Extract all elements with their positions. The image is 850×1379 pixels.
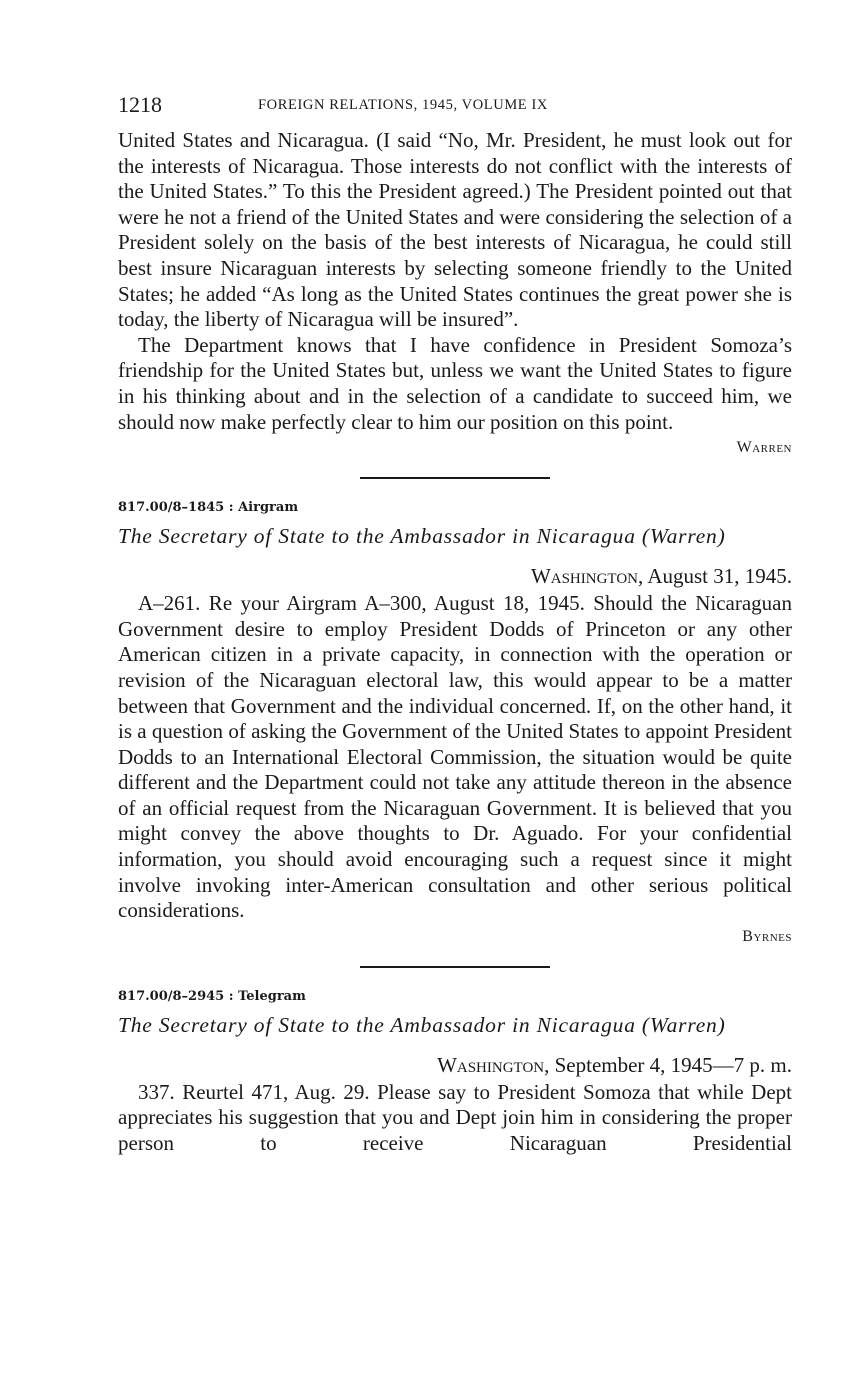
continuation-paragraph-1: United States and Nicaragua. (I said “No, Mr. President, he must look out for the interests of Nicaragua. Those interests do not conflict with the interests of the United States.” To this the President agreed.) The President pointed out that were he not a friend of the United States and were considering the selection of a President solely on the basis of the best interests of Nicaragua, he could still best insure Nicaraguan interests by selecting someone friendly to the United States; he added “As long as the United States continues the great power she is today, the liberty of Nicaragua will be insured”.: [118, 128, 792, 332]
continuation-paragraph-2: The Department knows that I have confidence in President Somoza’s friendship for the United States but, unless we want the United States to figure in his thinking about and in the selection of a candidate to succeed him, we should now make perfectly clear to him our position on this point.: [118, 332, 792, 434]
signature-byrnes: Byrnes: [742, 927, 792, 945]
dateline-date: September 4, 1945—7 p. m.: [549, 1052, 792, 1077]
dateline-airgram: [118, 563, 792, 589]
document-page: [118, 92, 792, 1157]
page-number: 1218: [118, 92, 162, 117]
file-reference-telegram: 817.00/8–2945 : Telegram: [118, 988, 306, 1004]
airgram-body: A–261. Re your Airgram A–300, August 18, 1945. Should the Nicaraguan Government desire to employ President Dodds of Princeton or any other American citizen in a private capacity, in connection with the operation or revision of the Nicaraguan electoral law, this would appear to be a matter between that Government and the individual concerned. If, on the other hand, it is a question of asking the Government of the United States to appoint President Dodds to an International Electoral Commission, the situation would be quite different and the Department could not take any attitude thereon in the absence of an official request from the Nicaraguan Government. It is believed that you might convey the above thoughts to Dr. Aguado. For your confidential information, you should avoid encouraging such a request since it might involve invoking inter-American consultation and other serious political considerations.: [118, 591, 792, 923]
section-divider: [360, 477, 550, 479]
running-head-title: FOREIGN RELATIONS, 1945, VOLUME IX: [258, 97, 548, 113]
telegram-body: 337. Reurtel 471, Aug. 29. Please say to President Somoza that while Dept appreciates his suggestion that you and Dept join him in considering the proper person to receive Nicaraguan Presidential: [118, 1079, 792, 1156]
dateline-telegram: [118, 1052, 792, 1078]
section-divider: [360, 966, 550, 968]
file-reference-airgram: 817.00/8–1845 : Airgram: [118, 500, 299, 516]
document-title-airgram: The Secretary of State to the Ambassador in Nicaragua (Warren): [118, 524, 726, 549]
dateline-date: August 31, 1945.: [643, 564, 792, 589]
document-title-telegram: The Secretary of State to the Ambassador in Nicaragua (Warren): [118, 1012, 726, 1037]
signature-warren: Warren: [736, 439, 792, 457]
dateline-place: Washington,: [530, 564, 644, 589]
dateline-place: Washington,: [437, 1052, 550, 1077]
running-head: [118, 92, 792, 122]
